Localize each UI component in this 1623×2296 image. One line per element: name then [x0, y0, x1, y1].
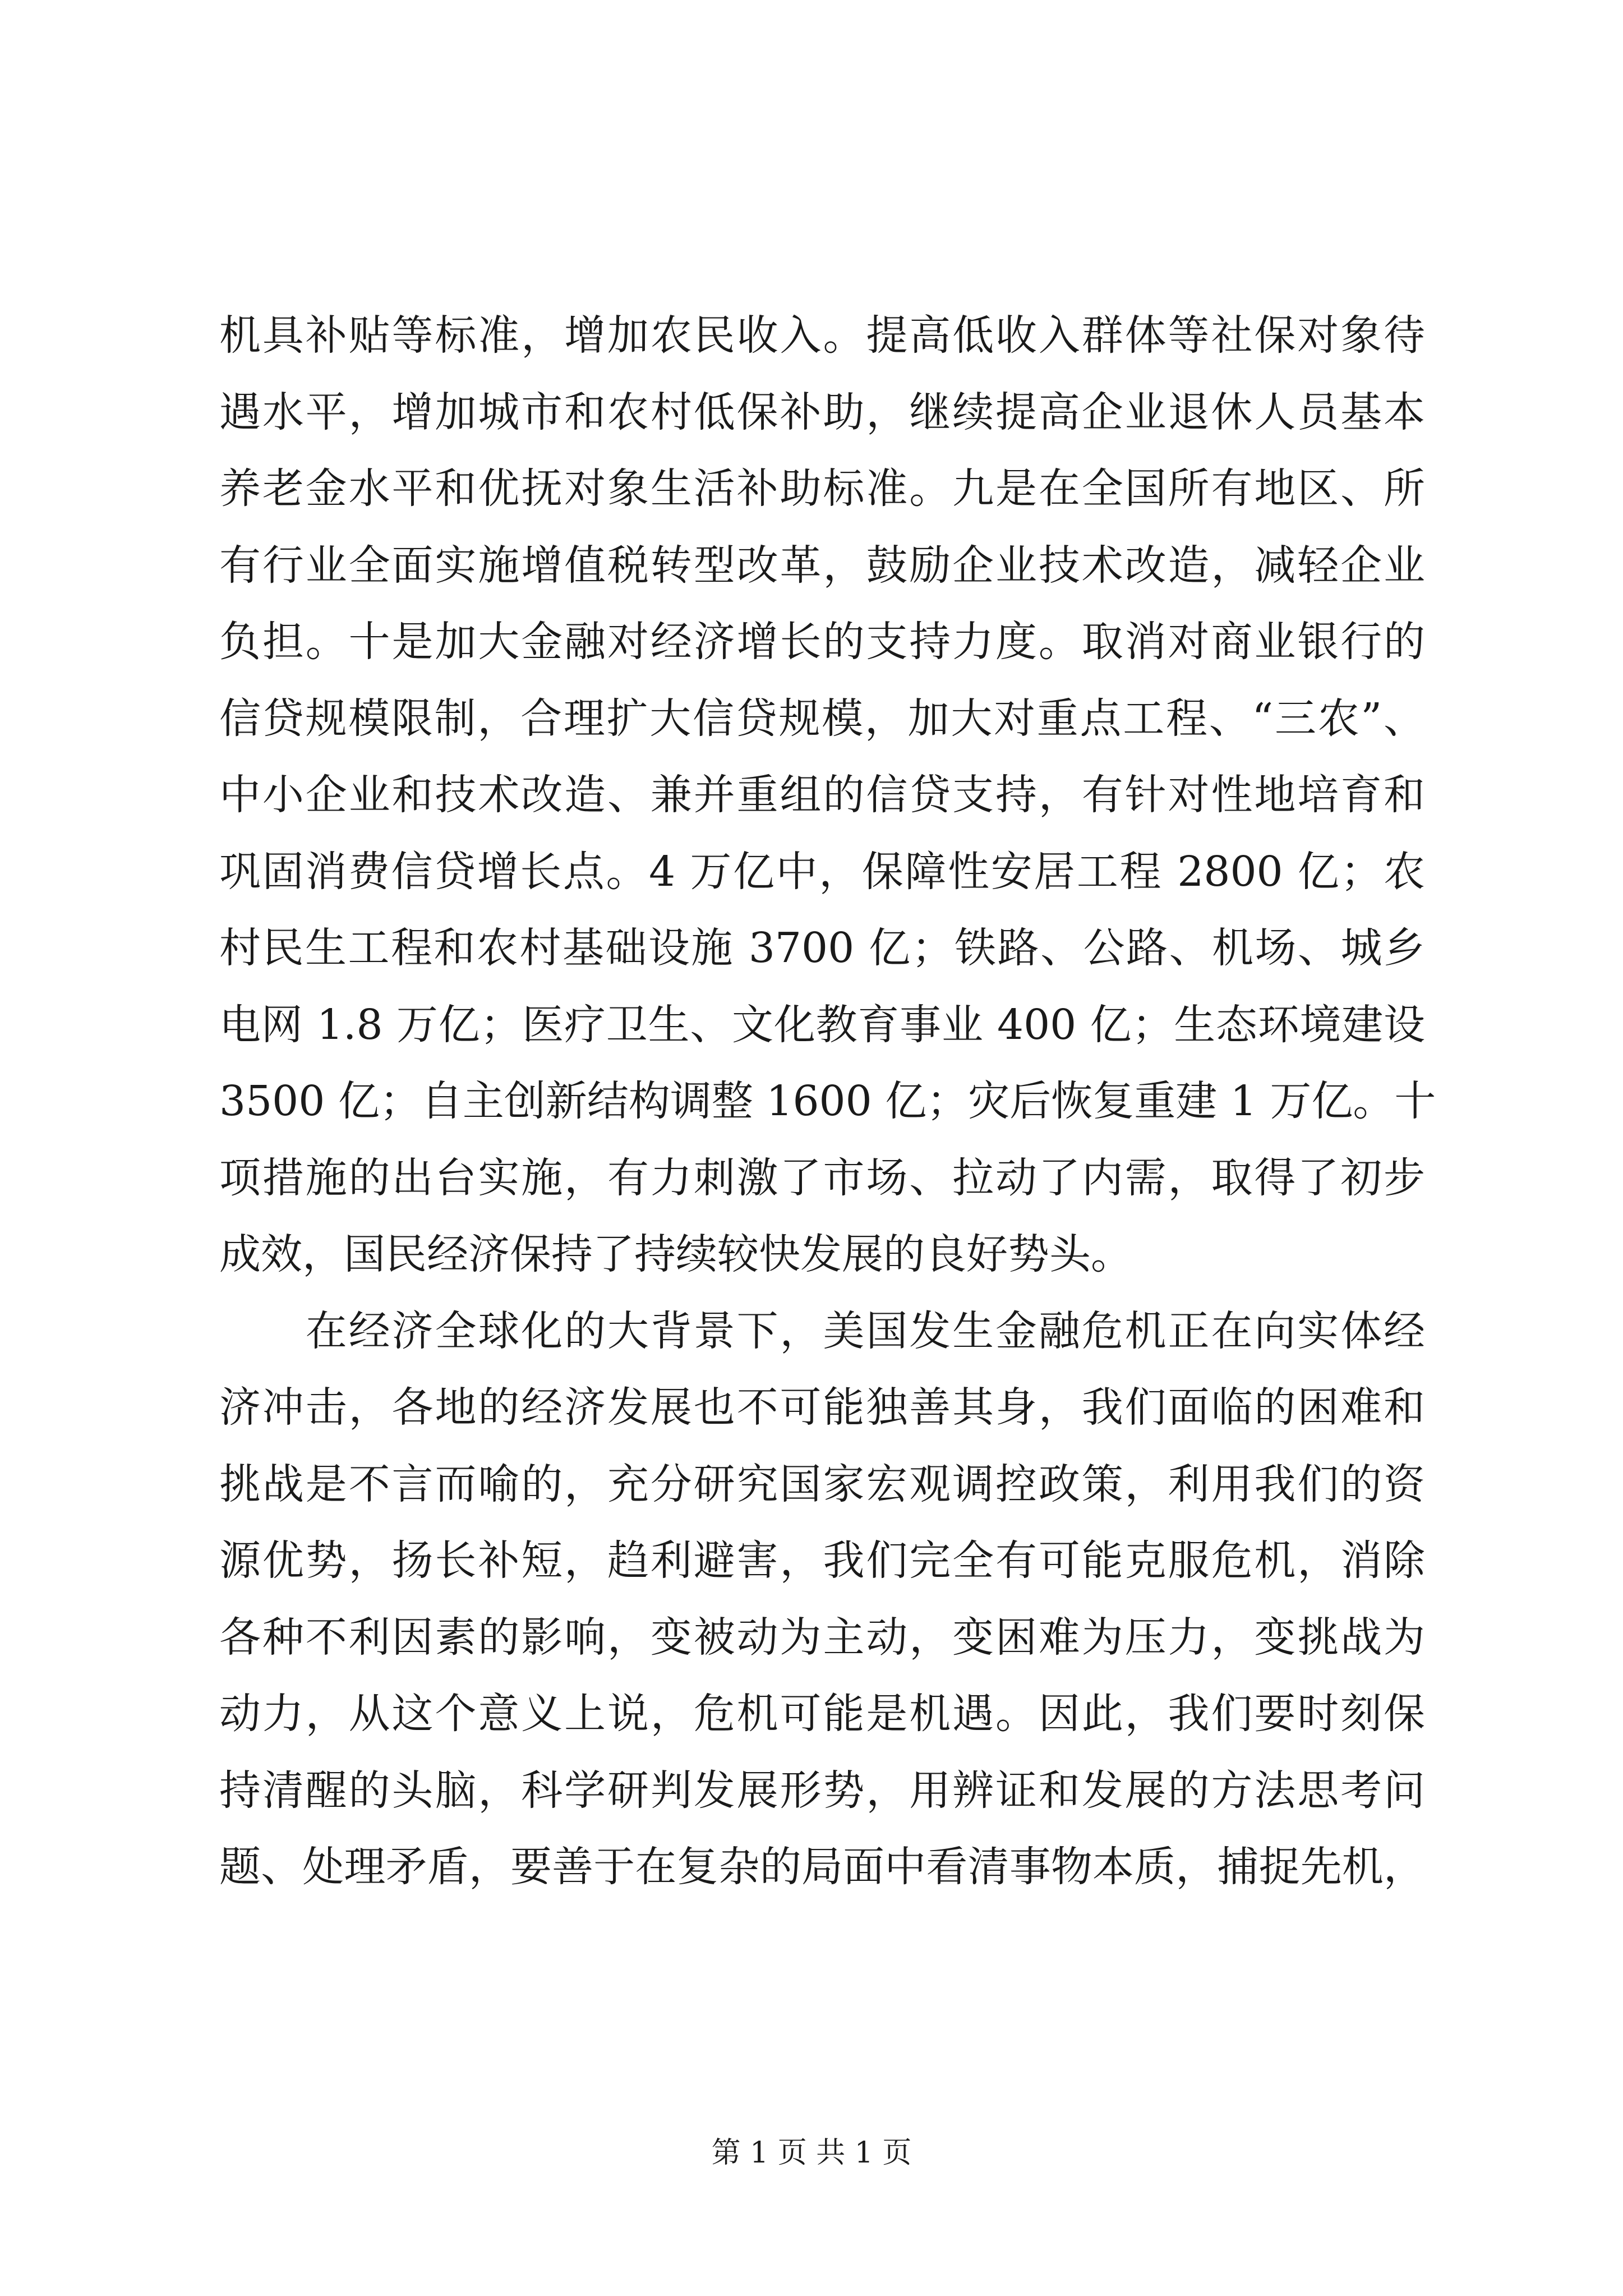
- text-line: 村民生工程和农村基础设施 3700 亿；铁路、公路、机场、城乡: [219, 924, 1425, 972]
- text-line: 负担。十是加大金融对经济增长的支持力度。取消对商业银行的: [219, 618, 1425, 666]
- text-line: 遇水平，增加城市和农村低保补助，继续提高企业退休人员基本: [219, 388, 1425, 436]
- text-line: 题、处理矛盾，要善于在复杂的局面中看清事物本质，捕捉先机，: [219, 1843, 1425, 1891]
- text-line: 巩固消费信贷增长点。4 万亿中，保障性安居工程 2800 亿；农: [219, 847, 1425, 896]
- page-footer: 第 1 页 共 1 页: [711, 2136, 912, 2170]
- text-line: 3500 亿；自主创新结构调整 1600 亿；灾后恢复重建 1 万亿。十: [219, 1077, 1436, 1125]
- body-text: [219, 297, 1436, 1906]
- text-line: 挑战是不言而喻的，充分研究国家宏观调控政策，利用我们的资: [219, 1460, 1425, 1508]
- text-line: 信贷规模限制，合理扩大信贷规模，加大对重点工程、“三农”、: [219, 694, 1425, 743]
- text-line: 源优势，扬长补短，趋利避害，我们完全有可能克服危机，消除: [219, 1536, 1425, 1585]
- text-line: 电网 1.8 万亿；医疗卫生、文化教育事业 400 亿；生态环境建设: [219, 1000, 1425, 1049]
- text-line: 项措施的出台实施，有力刺激了市场、拉动了内需，取得了初步: [219, 1153, 1425, 1202]
- text-line: 济冲击，各地的经济发展也不可能独善其身，我们面临的困难和: [219, 1383, 1425, 1432]
- paragraph-1: [219, 297, 1436, 1293]
- text-line: 养老金水平和优抚对象生活补助标准。九是在全国所有地区、所: [219, 464, 1425, 513]
- text-line: 在经济全球化的大背景下，美国发生金融危机正在向实体经: [219, 1306, 1425, 1355]
- text-line: 中小企业和技术改造、兼并重组的信贷支持，有针对性地培育和: [219, 771, 1425, 819]
- text-line: 机具补贴等标准，增加农民收入。提高低收入群体等社保对象待: [219, 311, 1425, 360]
- text-line: 有行业全面实施增值税转型改革，鼓励企业技术改造，减轻企业: [219, 541, 1425, 590]
- text-line: 持清醒的头脑，科学研判发展形势，用辨证和发展的方法思考问: [219, 1766, 1425, 1815]
- text-line: 动力，从这个意义上说，危机可能是机遇。因此，我们要时刻保: [219, 1690, 1425, 1738]
- text-line: 各种不利因素的影响，变被动为主动，变困难为压力，变挑战为: [219, 1613, 1425, 1662]
- paragraph-2: [219, 1293, 1425, 1906]
- text-line: 成效，国民经济保持了持续较快发展的良好势头。: [219, 1230, 1132, 1278]
